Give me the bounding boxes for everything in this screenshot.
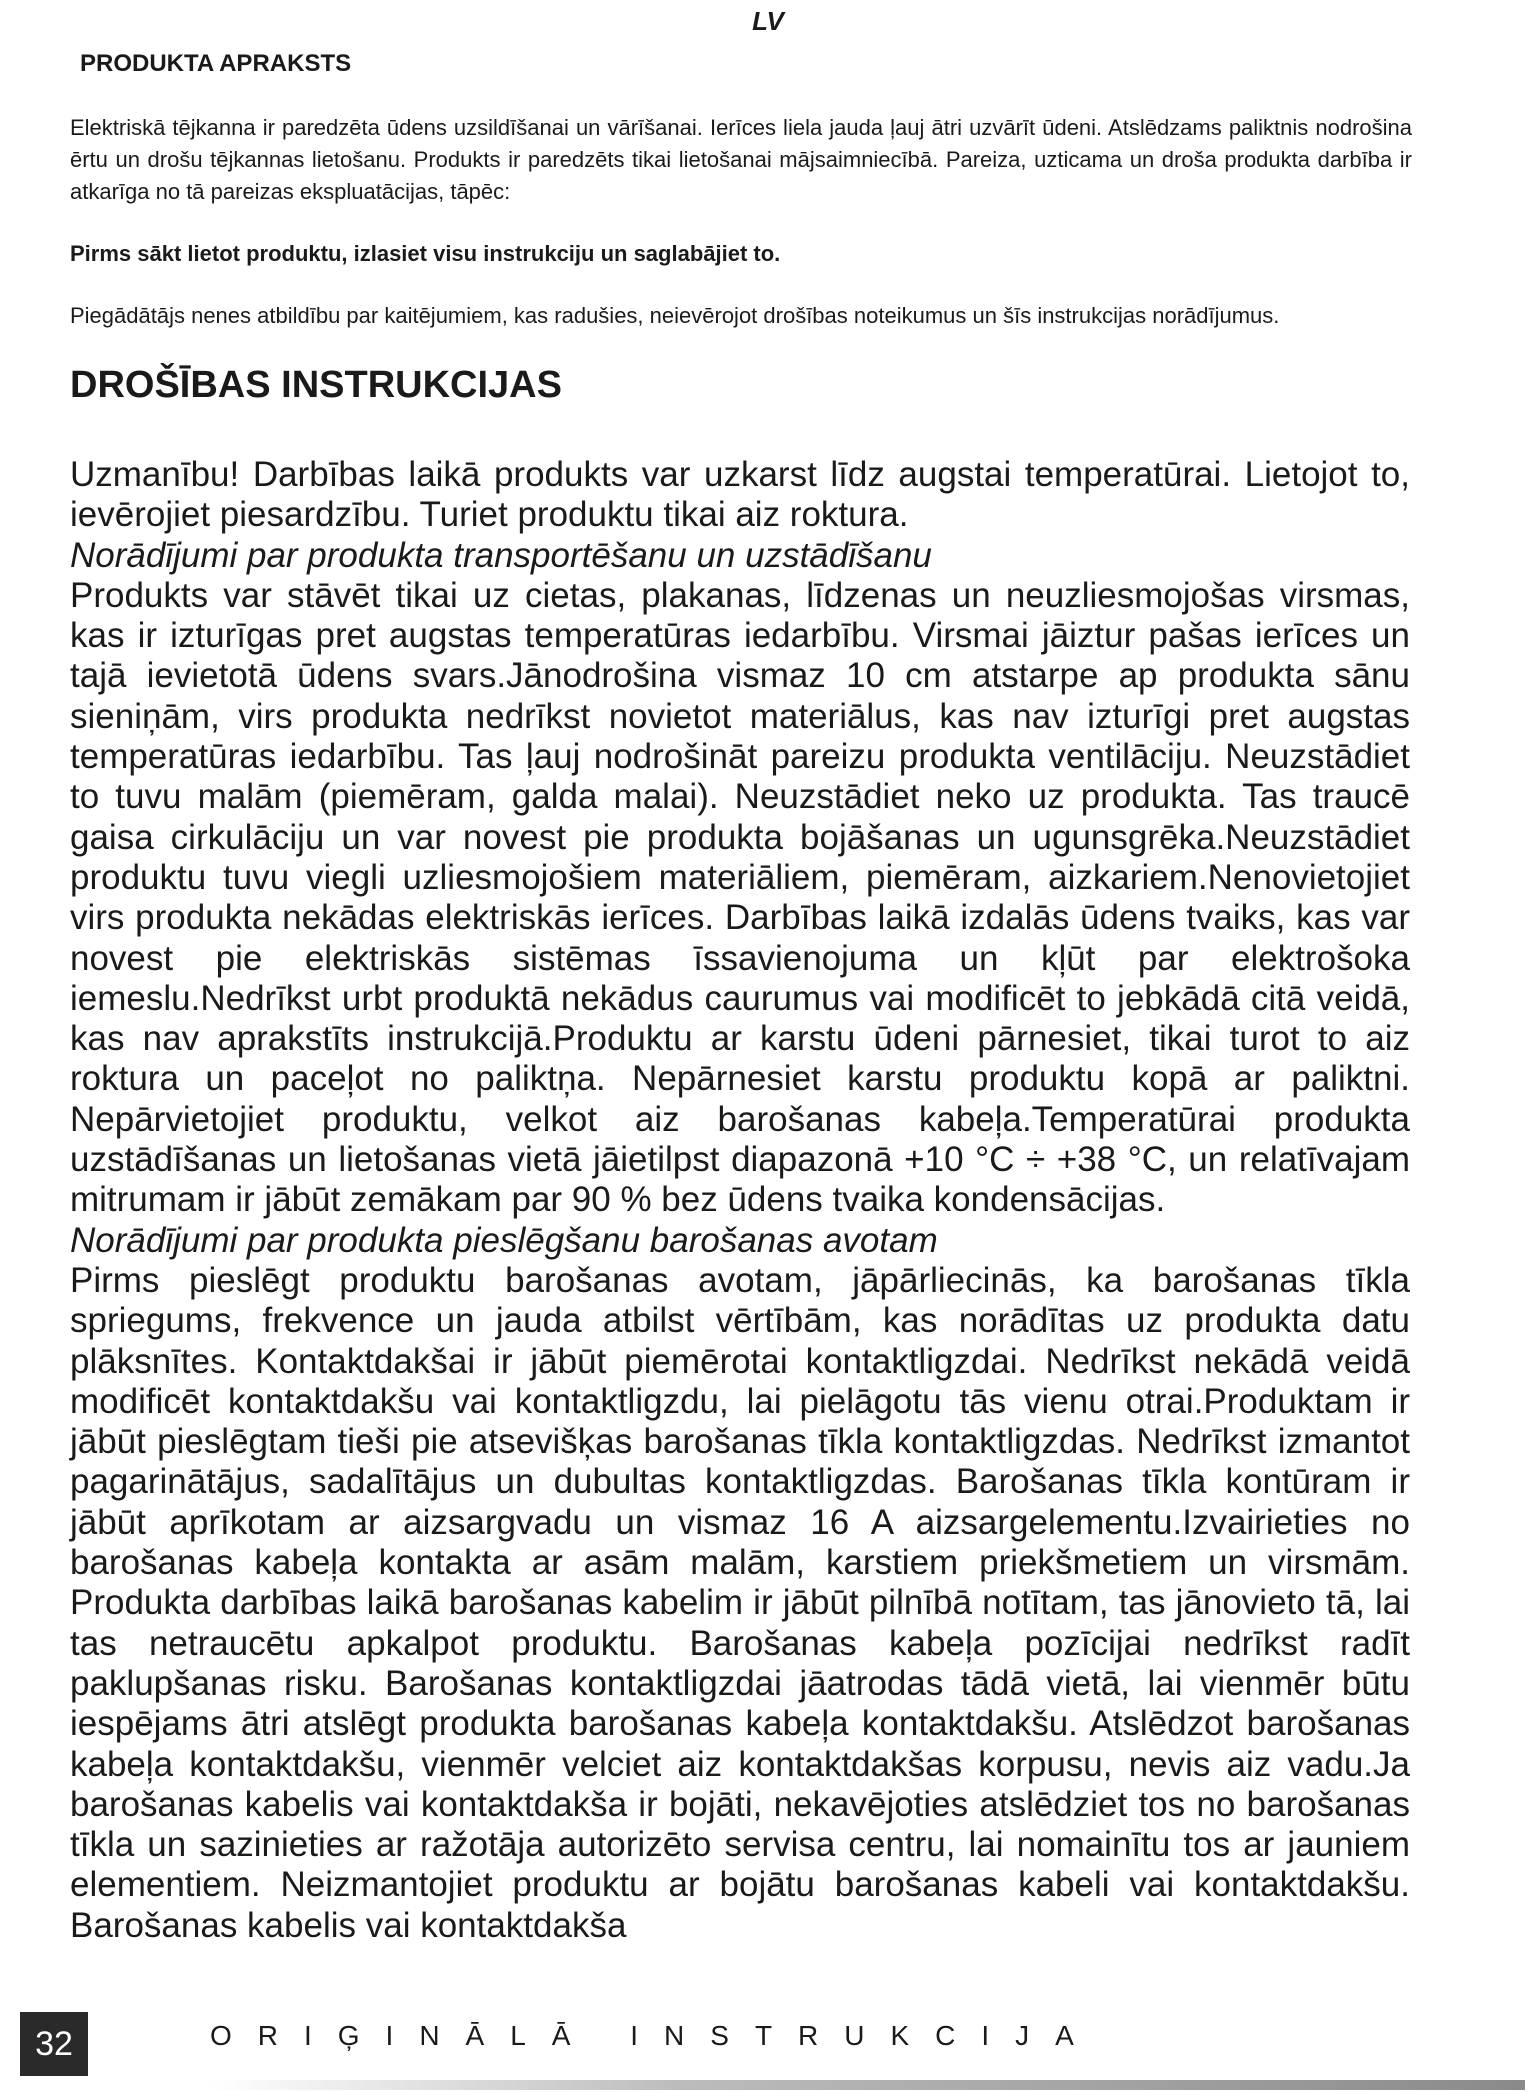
language-code: LV (752, 6, 784, 36)
section-heading: DROŠĪBAS INSTRUKCIJAS (70, 364, 562, 406)
footer-label: ORIĢINĀLĀ INSTRUKCIJA (210, 2020, 1100, 2051)
transport-subheading: Norādījumi par produkta transportēšanu un uzstādīšanu (70, 535, 932, 575)
page-number: 32 (20, 2012, 88, 2076)
warning-paragraph: Uzmanību! Darbības laikā produkts var uzkarst līdz augstai temperatūrai. Lietojot to, ievērojiet piesardzību. Turiet produktu tikai aiz roktura. (70, 455, 1410, 535)
power-subheading: Norādījumi par produkta pieslēgšanu barošanas avotam (70, 1220, 938, 1260)
footer-divider (210, 2080, 1525, 2090)
power-paragraph: Pirms pieslēgt produktu barošanas avotam, jāpārliecinās, ka barošanas tīkla spriegums, frekvence un jauda atbilst vērtībām, kas norādītas uz produkta datu plāksnītes. Kontaktdakšai ir jābūt piemērotai kontaktligzdai. Nedrīkst nekādā veidā modificēt kontaktdakšu vai kontaktligzdu, lai pielāgotu tās vienu otrai.Produktam ir jābūt pieslēgtam tieši pie atsevišķas barošanas tīkla kontaktligzdas. Nedrīkst izmantot pagarinātājus, sadalītājus un dubultas kontaktligzdas. Barošanas tīkla kontūram ir jābūt aprīkotam ar aizsargvadu un vismaz 16 A aizsargelementu.Izvairieties no barošanas kabeļa kontakta ar asām malām, karstiem priekšmetiem un virsmām. Produkta darbības laikā barošanas kabelim ir jābūt pilnībā notītam, tas jānovieto tā, lai tas netraucētu apkalpot produktu. Barošanas kabeļa pozīcijai nedrīkst radīt paklupšanas risku. Barošanas kontaktligzdai jāatrodas tādā vietā, lai vienmēr būtu iespējams ātri atslēgt produkta barošanas kabeļa kontaktdakšu. Atslēdzot barošanas kabeļa kontaktdakšu, vienmēr velciet aiz kontaktdakšas korpusu, nevis aiz vadu.Ja barošanas kabelis vai kontaktdakša ir bojāti, nekavējoties atslēdziet tos no barošanas tīkla un sazinieties ar ražotāja autorizēto servisa centru, lai nomainītu tos ar jauniem elementiem. Neizmantojiet produktu ar bojātu barošanas kabeli vai kontaktdakšu. Barošanas kabelis vai kontaktdakša (70, 1260, 1410, 1945)
supplier-disclaimer: Piegādātājs nenes atbildību par kaitējumiem, kas radušies, neievērojot drošības noteikumus un šīs instrukcijas norādījumus. (70, 303, 1280, 328)
safety-body (70, 455, 1410, 1946)
transport-paragraph: Produkts var stāvēt tikai uz cietas, plakanas, līdzenas un neuzliesmojošas virsmas, kas ir izturīgas pret augstas temperatūras iedarbību. Virsmai jāiztur pašas ierīces un tajā ievietotā ūdens svars.Jānodrošina vismaz 10 cm atstarpe ap produkta sānu sieniņām, virs produkta nedrīkst novietot materiālus, kas nav izturīgi pret augstas temperatūras iedarbību. Tas ļauj nodrošināt pareizu produkta ventilāciju. Neuzstādiet to tuvu malām (piemēram, galda malai). Neuzstādiet neko uz produkta. Tas traucē gaisa cirkulāciju un var novest pie produkta bojāšanas un ugunsgrēka.Neuzstādiet produktu tuvu viegli uzliesmojošiem materiāliem, piemēram, aizkariem.Nenovietojiet virs produkta nekādas elektriskās ierīces. Darbības laikā izdalās ūdens tvaiks, kas var novest pie elektriskās sistēmas īssavienojuma un kļūt par elektrošoka iemeslu.Nedrīkst urbt produktā nekādus caurumus vai modificēt to jebkādā citā veidā, kas nav aprakstīts instrukcijā.Produktu ar karstu ūdeni pārnesiet, tikai turot to aiz roktura un paceļot no paliktņa. Nepārnesiet karstu produktu kopā ar paliktni. Nepārvietojiet produktu, velkot aiz barošanas kabeļa.Temperatūrai produkta uzstādīšanas un lietošanas vietā jāietilpst diapazonā +10 °C ÷ +38 °C, un relatīvajam mitrumam ir jābūt zemākam par 90 % bez ūdens tvaika kondensācijas. (70, 575, 1410, 1220)
intro-paragraph: Elektriskā tējkanna ir paredzēta ūdens uzsildīšanai un vārīšanai. Ierīces liela jauda ļauj ātri uzvārīt ūdeni. Atslēdzams paliktnis nodrošina ērtu un drošu tējkannas lietošanu. Produkts ir paredzēts tikai lietošanai mājsaimniecībā. Pareiza, uzticama un droša produkta darbība ir atkarīga no tā pareizas ekspluatācijas, tāpēc: (70, 115, 1412, 204)
read-instructions-note: Pirms sākt lietot produktu, izlasiet visu instrukciju un saglabājiet to. (70, 241, 781, 266)
page-title: PRODUKTA APRAKSTS (80, 50, 352, 77)
